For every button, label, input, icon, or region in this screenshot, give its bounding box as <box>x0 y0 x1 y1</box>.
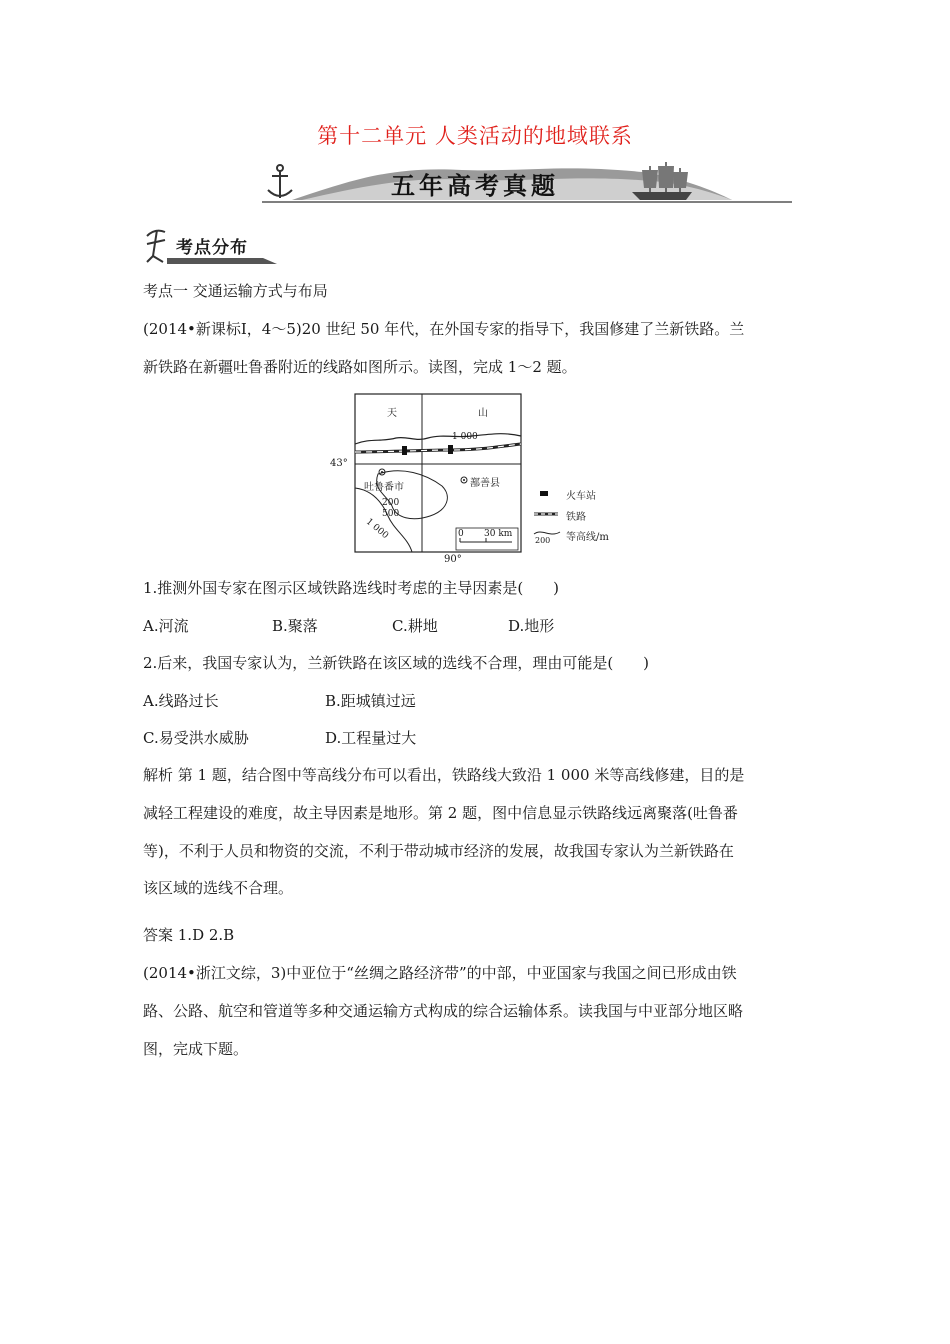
contour-label-500: 500 <box>382 509 400 519</box>
analysis-line4: 该区域的选线不合理。 <box>143 879 294 897</box>
intro1-line2: 新铁路在新疆吐鲁番附近的线路如图所示。读图，完成 1～2 题。 <box>143 358 577 376</box>
intro2-line3: 图，完成下题。 <box>143 1040 249 1058</box>
legend-railway-label: 铁路 <box>566 512 586 523</box>
legend-contour-label: 等高线/m <box>566 532 609 543</box>
scale-30km: 30 km <box>484 529 513 539</box>
q2-option-a: A.线路过长 <box>143 692 219 710</box>
intro2-line2: 路、公路、航空和管道等多种交通运输方式构成的综合运输体系。读我国与中亚部分地区略 <box>143 1002 744 1020</box>
analysis-line2: 减轻工程建设的难度，故主导因素是地形。第 2 题，图中信息显示铁路线远离聚落(吐鲁番 <box>143 804 738 822</box>
answer: 答案 1.D 2.B <box>143 926 235 944</box>
q1-option-b: B.聚落 <box>272 617 318 635</box>
intro2-line1: (2014•浙江文综，3)中亚位于“丝绸之路经济带”的中部，中亚国家与我国之间已形成由铁 <box>143 964 737 982</box>
contour-label-200: 200 <box>382 498 400 508</box>
banner-title: 五年高考真题 <box>391 172 559 200</box>
map-label-tian: 天 <box>387 408 397 419</box>
scale-zero: 0 <box>458 529 464 539</box>
longitude-label: 90° <box>444 554 462 565</box>
q1-option-a: A.河流 <box>143 617 189 635</box>
analysis-line3: 等)，不利于人员和物资的交流，不利于带动城市经济的发展，故我国专家认为兰新铁路在 <box>143 842 734 860</box>
legend-station-icon <box>540 491 548 496</box>
contour-label-1000-top: 1 000 <box>452 432 478 442</box>
q1-option-d: D.地形 <box>508 617 555 635</box>
station-marker <box>402 446 407 455</box>
topic-heading: 考点一 交通运输方式与布局 <box>143 282 328 300</box>
county-shanshan: 鄯善县 <box>470 478 500 489</box>
legend-contour-value: 200 <box>535 536 551 545</box>
q1-stem: 1.推测外国专家在图示区域铁路选线时考虑的主导因素是( ) <box>143 579 560 597</box>
analysis-line1: 解析 第 1 题，结合图中等高线分布可以看出，铁路线大致沿 1 000 米等高线修建，目的是 <box>143 766 745 784</box>
q1-option-c: C.耕地 <box>392 617 438 635</box>
latitude-label: 43° <box>330 458 348 469</box>
q2-option-b: B.距城镇过远 <box>325 692 416 710</box>
q2-option-d: D.工程量过大 <box>325 729 417 747</box>
unit-title: 第十二单元 人类活动的地域联系 <box>317 124 633 148</box>
contour-label-1000-bottom: 1 000 <box>363 516 390 542</box>
section-heading: 考点分布 <box>176 238 248 258</box>
legend-station-label: 火车站 <box>566 491 596 502</box>
intro1-line1: (2014•新课标Ⅰ，4～5)20 世纪 50 年代，在外国专家的指导下，我国修建了兰新铁路。兰 <box>143 320 745 338</box>
anchor-icon <box>268 165 292 198</box>
archer-icon <box>147 230 165 262</box>
map-figure <box>330 392 622 572</box>
station-marker <box>448 445 453 454</box>
q2-stem: 2.后来，我国专家认为，兰新铁路在该区域的选线不合理，理由可能是( ) <box>143 654 650 672</box>
q2-option-c: C.易受洪水威胁 <box>143 729 249 747</box>
map-label-shan: 山 <box>478 408 488 419</box>
city-turpan: 吐鲁番市 <box>364 482 404 493</box>
